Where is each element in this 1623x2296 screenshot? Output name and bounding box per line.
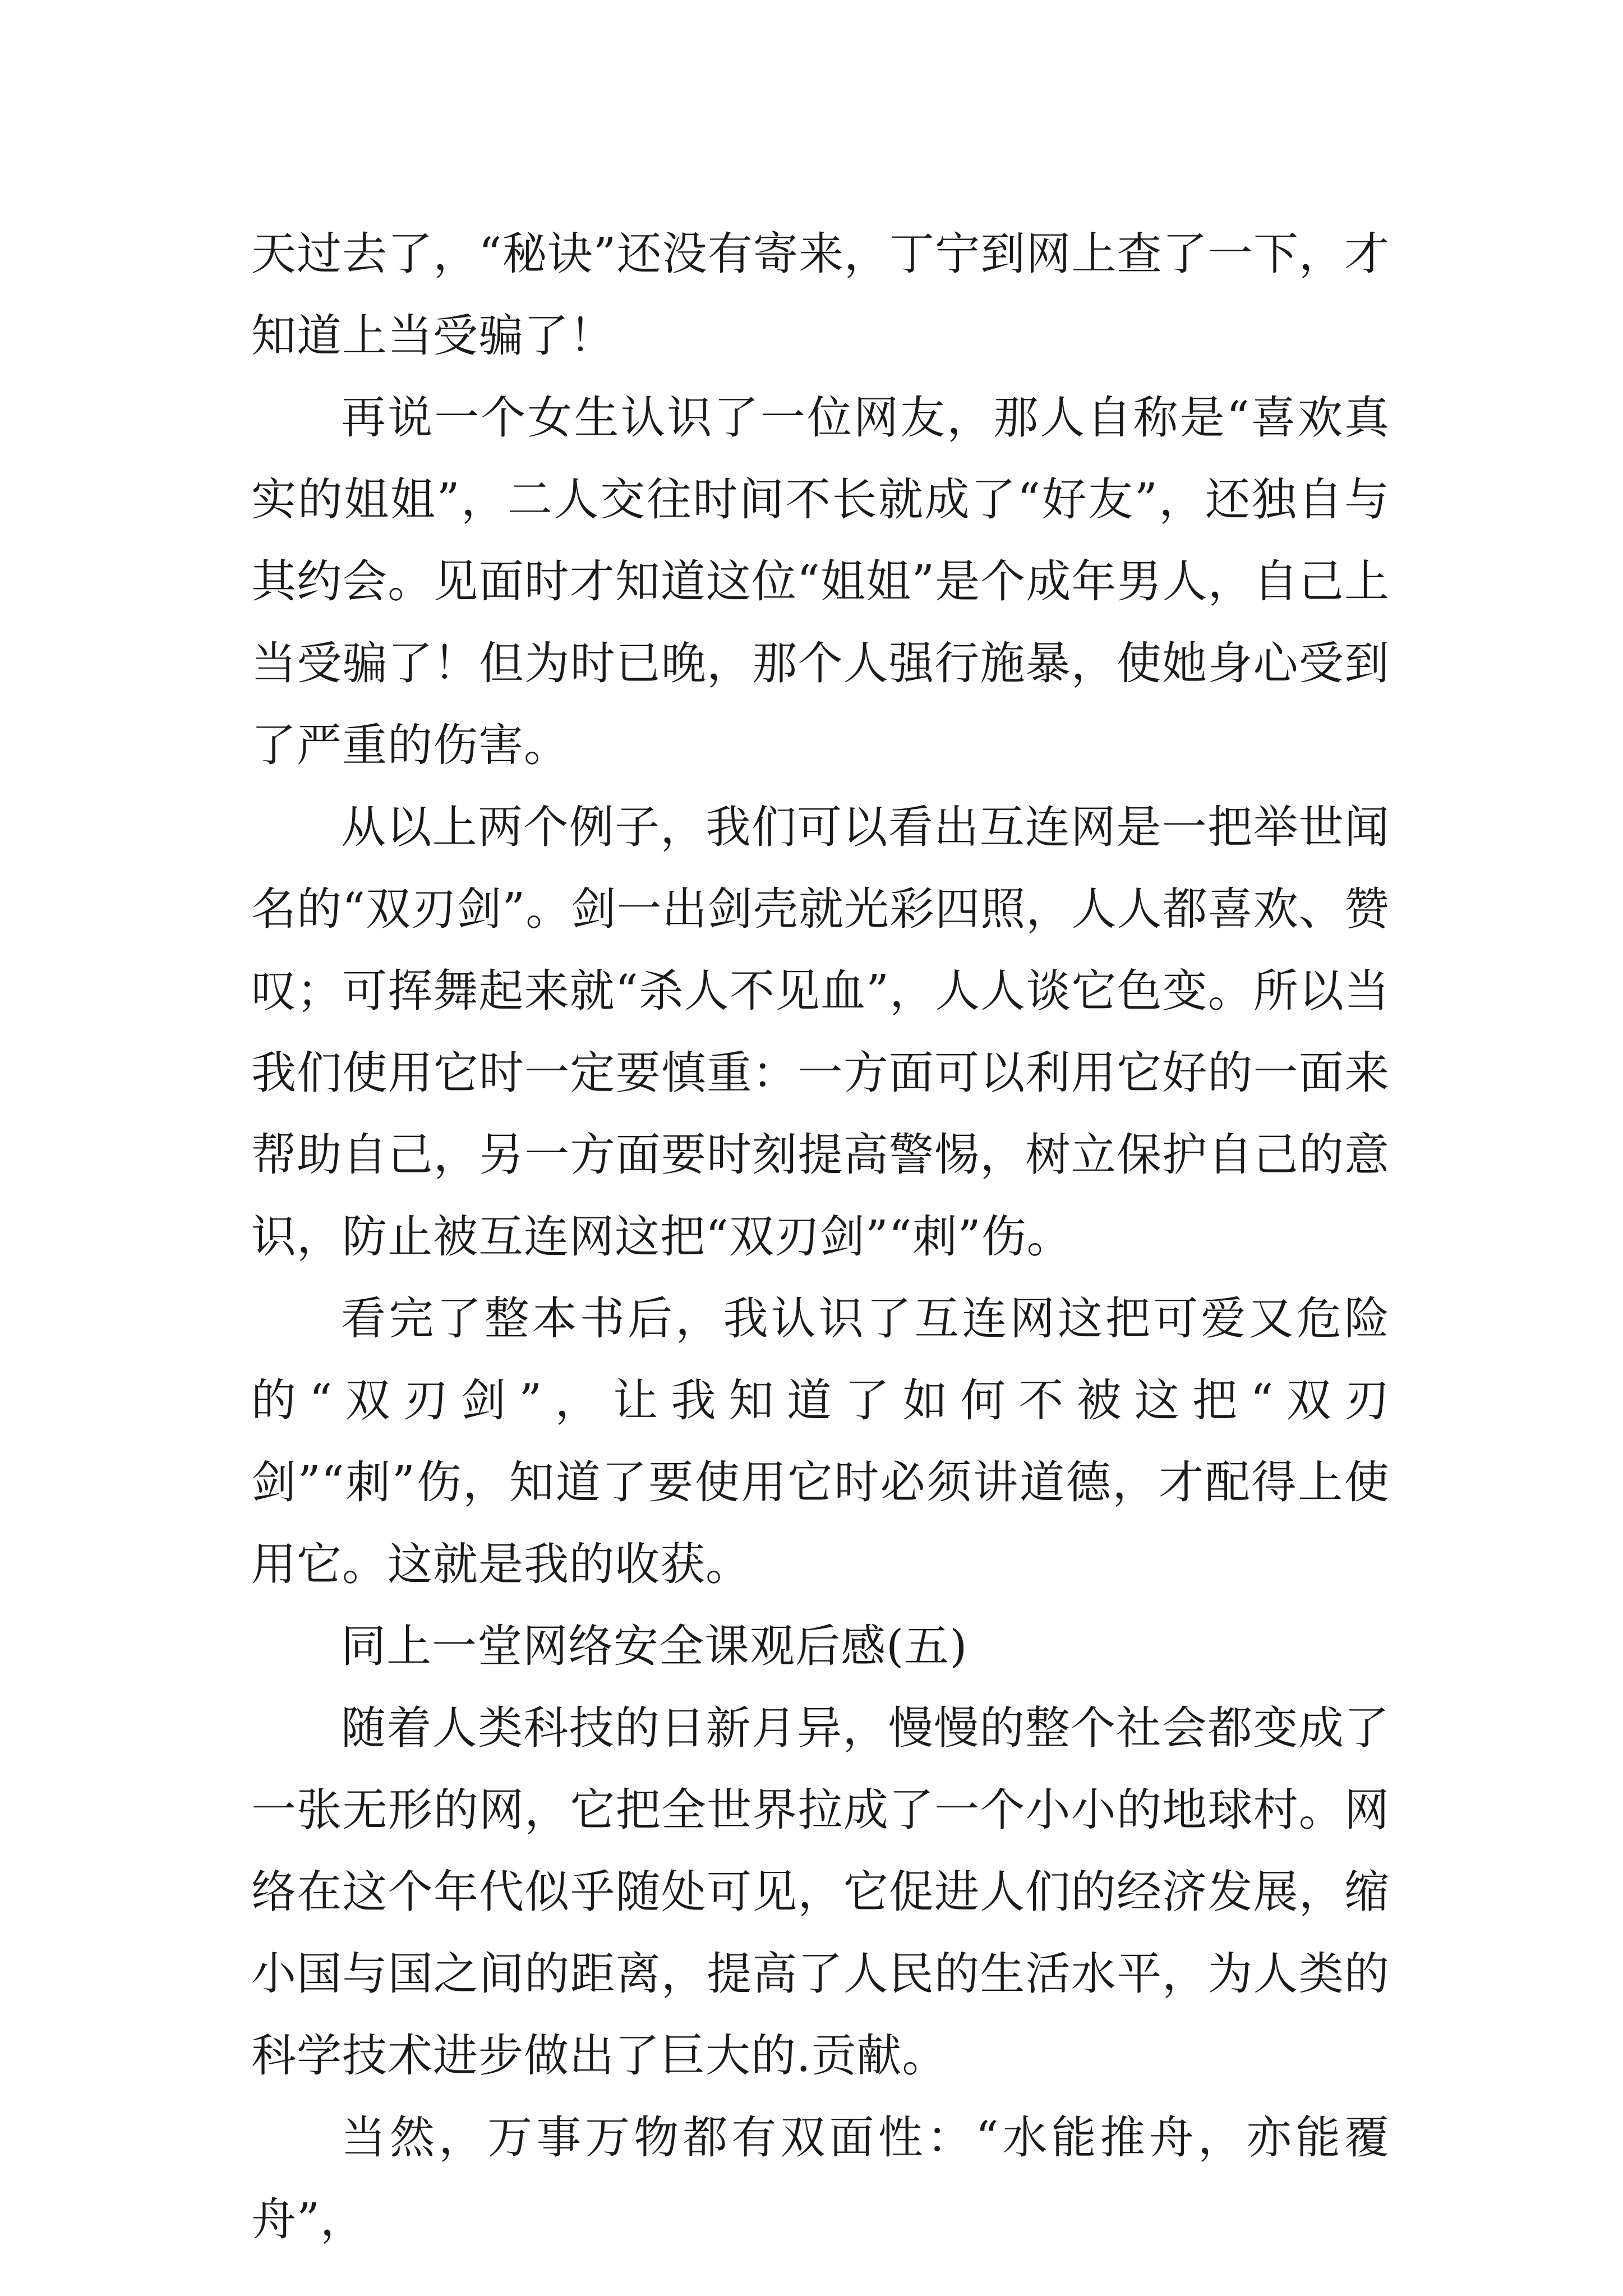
paragraph-2: 再说一个女生认识了一位网友，那人自称是“喜欢真实的姐姐”，二人交往时间不长就成了“好友”，还独自与其约会。见面时才知道这位“姐姐”是个成年男人，自己上当受骗了！但为时已晚，那个人强行施暴，使她身心受到了严重的伤害。: [251, 392, 1390, 771]
section-heading: 同上一堂网络安全课观后感(五): [341, 1620, 968, 1672]
paragraph-3: 从以上两个例子，我们可以看出互连网是一把举世闻名的“双刃剑”。剑一出剑壳就光彩四照，人人都喜欢、赞叹；可挥舞起来就“杀人不见血”，人人谈它色变。所以当我们使用它时一定要慎重：一方面可以利用它好的一面来帮助自己，另一方面要时刻提高警惕，树立保护自己的意识，防止被互连网这把“双刃剑”“刺”伤。: [251, 801, 1390, 1263]
paragraph-5: 随着人类科技的日新月异，慢慢的整个社会都变成了一张无形的网，它把全世界拉成了一个小小的地球村。网络在这个年代似乎随处可见，它促进人们的经济发展，缩小国与国之间的距离，提高了人民的生活水平，为人类的科学技术进步做出了巨大的.贡献。: [251, 1702, 1390, 2082]
paragraph-6: 当然，万事万物都有双面性：“水能推舟，亦能覆舟”，: [251, 2111, 1390, 2246]
paragraph-1: 天过去了，“秘诀”还没有寄来，丁宁到网上查了一下，才知道上当受骗了！: [251, 228, 1390, 362]
document-body: [251, 213, 1390, 2261]
paragraph-4: 看完了整本书后，我认识了互连网这把可爱又危险的“双刃剑”，让我知道了如何不被这把“双刃剑”“刺”伤，知道了要使用它时必须讲道德，才配得上使用它。这就是我的收获。: [251, 1292, 1390, 1590]
